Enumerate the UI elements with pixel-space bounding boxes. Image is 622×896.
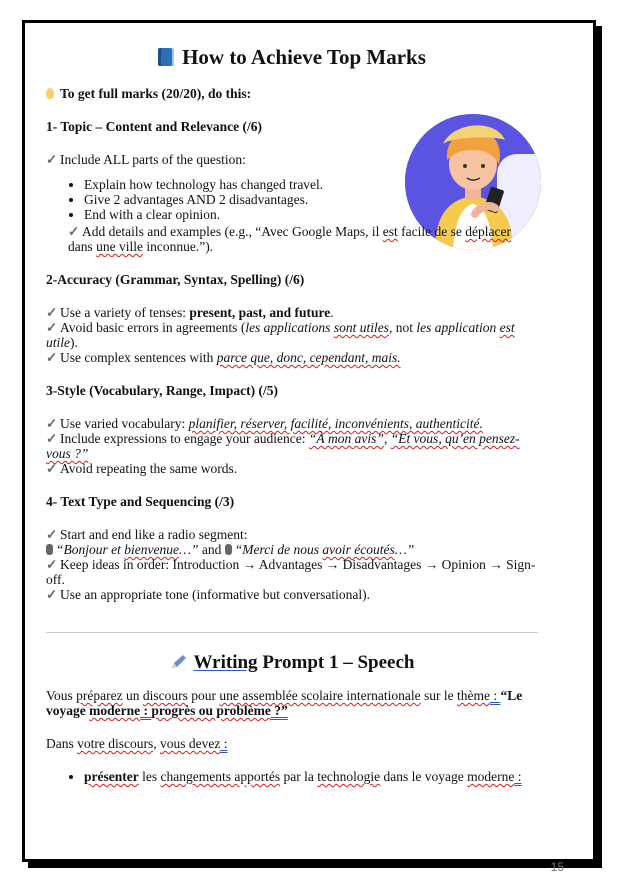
text-run: : [140, 703, 152, 718]
check-icon: ✓ [46, 320, 58, 335]
check-icon: ✓ [46, 431, 58, 446]
text-run: Use a variety of tenses: [60, 305, 190, 320]
s4-line [46, 557, 538, 587]
text-run: , [153, 736, 160, 751]
text-run: Prompt 1 – Speech [257, 652, 415, 673]
prompt-heading [46, 652, 538, 674]
text-run: votre discours [77, 736, 154, 751]
section-divider [46, 632, 538, 633]
s3-line [46, 416, 538, 431]
text-run: parce que, donc, cependant, mais. [216, 350, 401, 365]
text-run: vous devez [159, 736, 221, 751]
s3-line [46, 431, 538, 461]
text-run: inconnue.”). [143, 239, 214, 254]
text-run: sont utiles [333, 320, 389, 335]
text-run: Include expressions to engage your audience: [60, 431, 309, 446]
text-run: : [490, 688, 501, 703]
s1-intro [46, 152, 538, 167]
text-run: progrès ou problème [151, 703, 271, 718]
text-run: Use complex sentences with [60, 350, 217, 365]
prompt-paragraph [46, 736, 538, 751]
list-item [84, 769, 538, 784]
page-title [46, 45, 538, 69]
text-run: technologie [317, 769, 381, 784]
check-icon: ✓ [46, 461, 58, 476]
text-run: changements apportés [160, 769, 281, 784]
text-run: déplacer [465, 224, 511, 239]
title-text: How to Achieve Top Marks [182, 45, 426, 69]
text-run: and [198, 542, 225, 557]
text-run: sur le [420, 688, 458, 703]
section-2-heading: 2-Accuracy (Grammar, Syntax, Spelling) (/6) [46, 272, 305, 287]
microphone-icon [46, 544, 53, 555]
text-run: par la [280, 769, 318, 784]
text-run: une ville [96, 239, 143, 254]
check-icon: ✓ [46, 152, 58, 167]
text-run: Keep ideas in order: Introduction → Advantages → Disadvantages → Opinion → Sign-off. [46, 557, 536, 587]
prompt-paragraph [46, 688, 538, 718]
text-run: “À mon avis” [308, 431, 384, 446]
text-run: present, past, and future [189, 305, 331, 320]
prompt-bullet-list [46, 769, 538, 784]
book-icon [158, 48, 174, 66]
text-run: , [383, 431, 391, 446]
lightbulb-icon [46, 88, 54, 99]
text-run: “Et vous, qu’en pensez-vous ?” [46, 431, 520, 461]
s3-line [46, 461, 538, 476]
text-run: est [382, 224, 398, 239]
text-run: : [514, 769, 522, 784]
tip-line [46, 86, 538, 101]
text-run: préparez [76, 688, 123, 703]
text-run: les [138, 769, 161, 784]
text-run: “Merci de nous [234, 542, 323, 557]
tip-text: To get full marks (20/20), do this: [60, 86, 252, 101]
text-run: bienvenue [124, 542, 179, 557]
text-run: Use varied vocabulary: [60, 416, 189, 431]
text-run: les applications [245, 320, 334, 335]
text-run: les application [416, 320, 500, 335]
document-body [46, 44, 538, 602]
microphone-icon [225, 544, 232, 555]
text-run: facile de se [397, 224, 466, 239]
check-icon: ✓ [46, 587, 58, 602]
s1-intro-text: Include ALL parts of the question: [60, 152, 246, 167]
s4-line [46, 587, 538, 602]
list-item: • Give 2 advantages AND 2 disadvantages. [84, 192, 538, 207]
text-run: Writing [193, 652, 258, 673]
text-run: dans le voyage [380, 769, 468, 784]
text-run: dans [68, 239, 97, 254]
text-run: un [122, 688, 143, 703]
s2-line [46, 320, 538, 350]
text-run: planifier, réserver, facilité, inconvénients, authenticité. [188, 416, 483, 431]
s2-line [46, 350, 538, 365]
check-icon: ✓ [46, 305, 58, 320]
text-run: une assemblée scolaire internationale [219, 688, 421, 703]
text-run: avoir écoutés [322, 542, 395, 557]
check-icon: ✓ [46, 350, 58, 365]
text-run: Dans [46, 736, 78, 751]
s1-sub-item [46, 224, 538, 254]
text-run: Start and end like a radio segment: [60, 527, 248, 542]
text-run: Use an appropriate tone (informative but conversational). [60, 587, 371, 602]
text-run: Add details and examples (e.g., “Avec Google Maps, il [82, 224, 383, 239]
section-3-heading: 3-Style (Vocabulary, Range, Impact) (/5) [46, 383, 278, 398]
text-run: . [330, 305, 334, 320]
text-run: ?” [270, 703, 288, 718]
text-run: Avoid repeating the same words. [60, 461, 238, 476]
pencil-icon [170, 654, 188, 670]
text-run: pour [187, 688, 220, 703]
s1-bullet-list [46, 177, 538, 222]
page-number: 15 [550, 860, 564, 874]
text-run: ). [70, 335, 78, 350]
text-run: “Bonjour et [56, 542, 125, 557]
text-run: présenter [84, 769, 139, 784]
text-run: utile [46, 335, 70, 350]
text-run: …” [394, 542, 415, 557]
text-run: : [220, 736, 228, 751]
text-run: moderne [467, 769, 515, 784]
text-run: thème [457, 688, 491, 703]
check-icon: ✓ [68, 224, 80, 239]
text-run: est [499, 320, 515, 335]
prompt-body [46, 688, 538, 784]
text-run: …” [178, 542, 199, 557]
list-item: • End with a clear opinion. [84, 207, 538, 222]
list-item: • Explain how technology has changed travel. [84, 177, 538, 192]
section-1-heading: 1- Topic – Content and Relevance (/6) [46, 119, 262, 134]
text-run: Vous [46, 688, 77, 703]
text-run: , not [388, 320, 417, 335]
s4-line [46, 527, 538, 542]
check-icon: ✓ [46, 416, 58, 431]
text-run: discours [142, 688, 188, 703]
check-icon: ✓ [46, 527, 58, 542]
s2-line [46, 305, 538, 320]
s4-line [46, 542, 538, 557]
check-icon: ✓ [46, 557, 58, 572]
text-run: “Le voyage [46, 688, 523, 718]
section-4-heading: 4- Text Type and Sequencing (/3) [46, 494, 235, 509]
text-run: Avoid basic errors in agreements ( [60, 320, 246, 335]
text-run: moderne [89, 703, 141, 718]
